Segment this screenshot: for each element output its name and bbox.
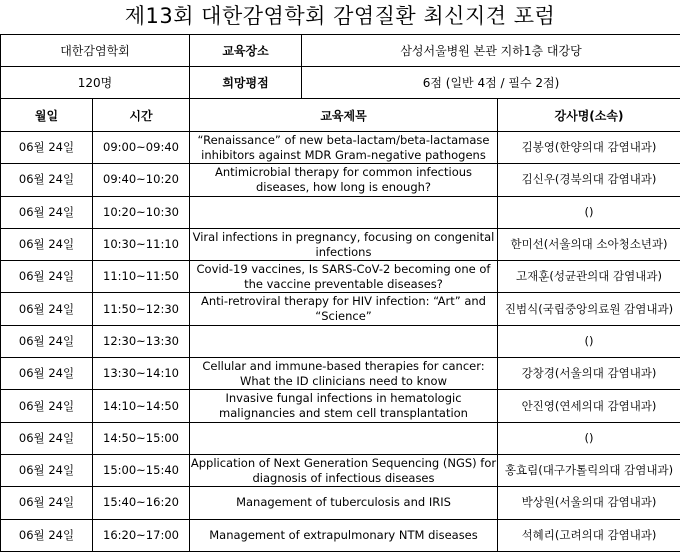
cell-speaker: 석혜리(고려의대 감염내과) <box>498 519 680 551</box>
table-row <box>1 358 680 390</box>
table-row <box>1 390 680 422</box>
cell-date: 06월 24일 <box>1 132 93 164</box>
cell-topic <box>190 196 498 228</box>
table-row <box>1 325 680 357</box>
cell-time: 14:10~14:50 <box>93 390 190 422</box>
cell-time: 09:00~09:40 <box>93 132 190 164</box>
cell-time: 13:30~14:10 <box>93 358 190 390</box>
cell-date: 06월 24일 <box>1 196 93 228</box>
cell-time: 16:20~17:00 <box>93 519 190 551</box>
cell-speaker: 박상원(서울의대 감염내과) <box>498 487 680 519</box>
cell-date: 06월 24일 <box>1 358 93 390</box>
cell-speaker: () <box>498 422 680 454</box>
organizer-value: 대한감염학회 <box>1 35 190 67</box>
cell-speaker: 진범식(국립중앙의료원 감염내과) <box>498 293 680 325</box>
table-row <box>1 293 680 325</box>
cell-time: 12:30~13:30 <box>93 325 190 357</box>
cell-topic: Viral infections in pregnancy, focusing on congenital infections <box>190 228 498 260</box>
cell-topic: Cellular and immune-based therapies for cancer: What the ID clinicians need to know <box>190 358 498 390</box>
cell-date: 06월 24일 <box>1 261 93 293</box>
info-row-venue <box>1 35 680 67</box>
header-topic: 교육제목 <box>190 99 498 132</box>
cell-speaker: 홍효림(대구가톨릭의대 감염내과) <box>498 454 680 486</box>
info-table <box>0 34 680 99</box>
cell-date: 06월 24일 <box>1 390 93 422</box>
cell-topic: “Renaissance” of new beta-lactam/beta-lactamase inhibitors against MDR Gram-negative pathogens <box>190 132 498 164</box>
cell-speaker: 안진영(연세의대 감염내과) <box>498 390 680 422</box>
cell-date: 06월 24일 <box>1 164 93 196</box>
cell-topic: Management of tuberculosis and IRIS <box>190 487 498 519</box>
cell-time: 11:50~12:30 <box>93 293 190 325</box>
cell-speaker: 김신우(경북의대 감염내과) <box>498 164 680 196</box>
cell-topic: Management of extrapulmonary NTM diseases <box>190 519 498 551</box>
schedule-header-row <box>1 99 680 132</box>
cell-speaker: 김봉영(한양의대 감염내과) <box>498 132 680 164</box>
cell-time: 15:40~16:20 <box>93 487 190 519</box>
credit-label: 희망평점 <box>190 67 302 99</box>
cell-topic <box>190 325 498 357</box>
table-row <box>1 261 680 293</box>
venue-value: 삼성서울병원 본관 지하1층 대강당 <box>302 35 680 67</box>
schedule-table <box>0 98 680 552</box>
cell-speaker: 고재훈(성균관의대 감염내과) <box>498 261 680 293</box>
table-row <box>1 164 680 196</box>
cell-topic: Invasive fungal infections in hematologic malignancies and stem cell transplantation <box>190 390 498 422</box>
page-title: 제13회 대한감염학회 감염질환 최신지견 포럼 <box>124 4 556 28</box>
cell-topic: Application of Next Generation Sequencing (NGS) for diagnosis of infectious diseases <box>190 454 498 486</box>
table-row <box>1 519 680 551</box>
header-date: 월일 <box>1 99 93 132</box>
cell-date: 06월 24일 <box>1 422 93 454</box>
table-row <box>1 454 680 486</box>
table-row <box>1 487 680 519</box>
cell-time: 09:40~10:20 <box>93 164 190 196</box>
cell-topic: Antimicrobial therapy for common infectious diseases, how long is enough? <box>190 164 498 196</box>
table-row <box>1 422 680 454</box>
cell-date: 06월 24일 <box>1 454 93 486</box>
cell-time: 10:30~11:10 <box>93 228 190 260</box>
table-row <box>1 196 680 228</box>
schedule-body <box>1 132 680 552</box>
table-row <box>1 228 680 260</box>
cell-time: 10:20~10:30 <box>93 196 190 228</box>
credit-value: 6점 (일반 4점 / 필수 2점) <box>302 67 680 99</box>
cell-time: 14:50~15:00 <box>93 422 190 454</box>
cell-date: 06월 24일 <box>1 487 93 519</box>
cell-topic <box>190 422 498 454</box>
count-value: 120명 <box>1 67 190 99</box>
cell-date: 06월 24일 <box>1 228 93 260</box>
cell-topic: Anti-retroviral therapy for HIV infection: “Art” and “Science” <box>190 293 498 325</box>
cell-speaker: () <box>498 325 680 357</box>
info-row-credit <box>1 67 680 99</box>
cell-speaker: 한미선(서울의대 소아청소년과) <box>498 228 680 260</box>
table-row <box>1 132 680 164</box>
cell-date: 06월 24일 <box>1 293 93 325</box>
venue-label: 교육장소 <box>190 35 302 67</box>
cell-time: 11:10~11:50 <box>93 261 190 293</box>
header-speaker: 강사명(소속) <box>498 99 680 132</box>
cell-speaker: () <box>498 196 680 228</box>
header-time: 시간 <box>93 99 190 132</box>
cell-topic: Covid-19 vaccines, Is SARS-CoV-2 becoming one of the vaccine preventable diseases? <box>190 261 498 293</box>
cell-time: 15:00~15:40 <box>93 454 190 486</box>
cell-date: 06월 24일 <box>1 519 93 551</box>
cell-date: 06월 24일 <box>1 325 93 357</box>
cell-speaker: 강창경(서울의대 감염내과) <box>498 358 680 390</box>
